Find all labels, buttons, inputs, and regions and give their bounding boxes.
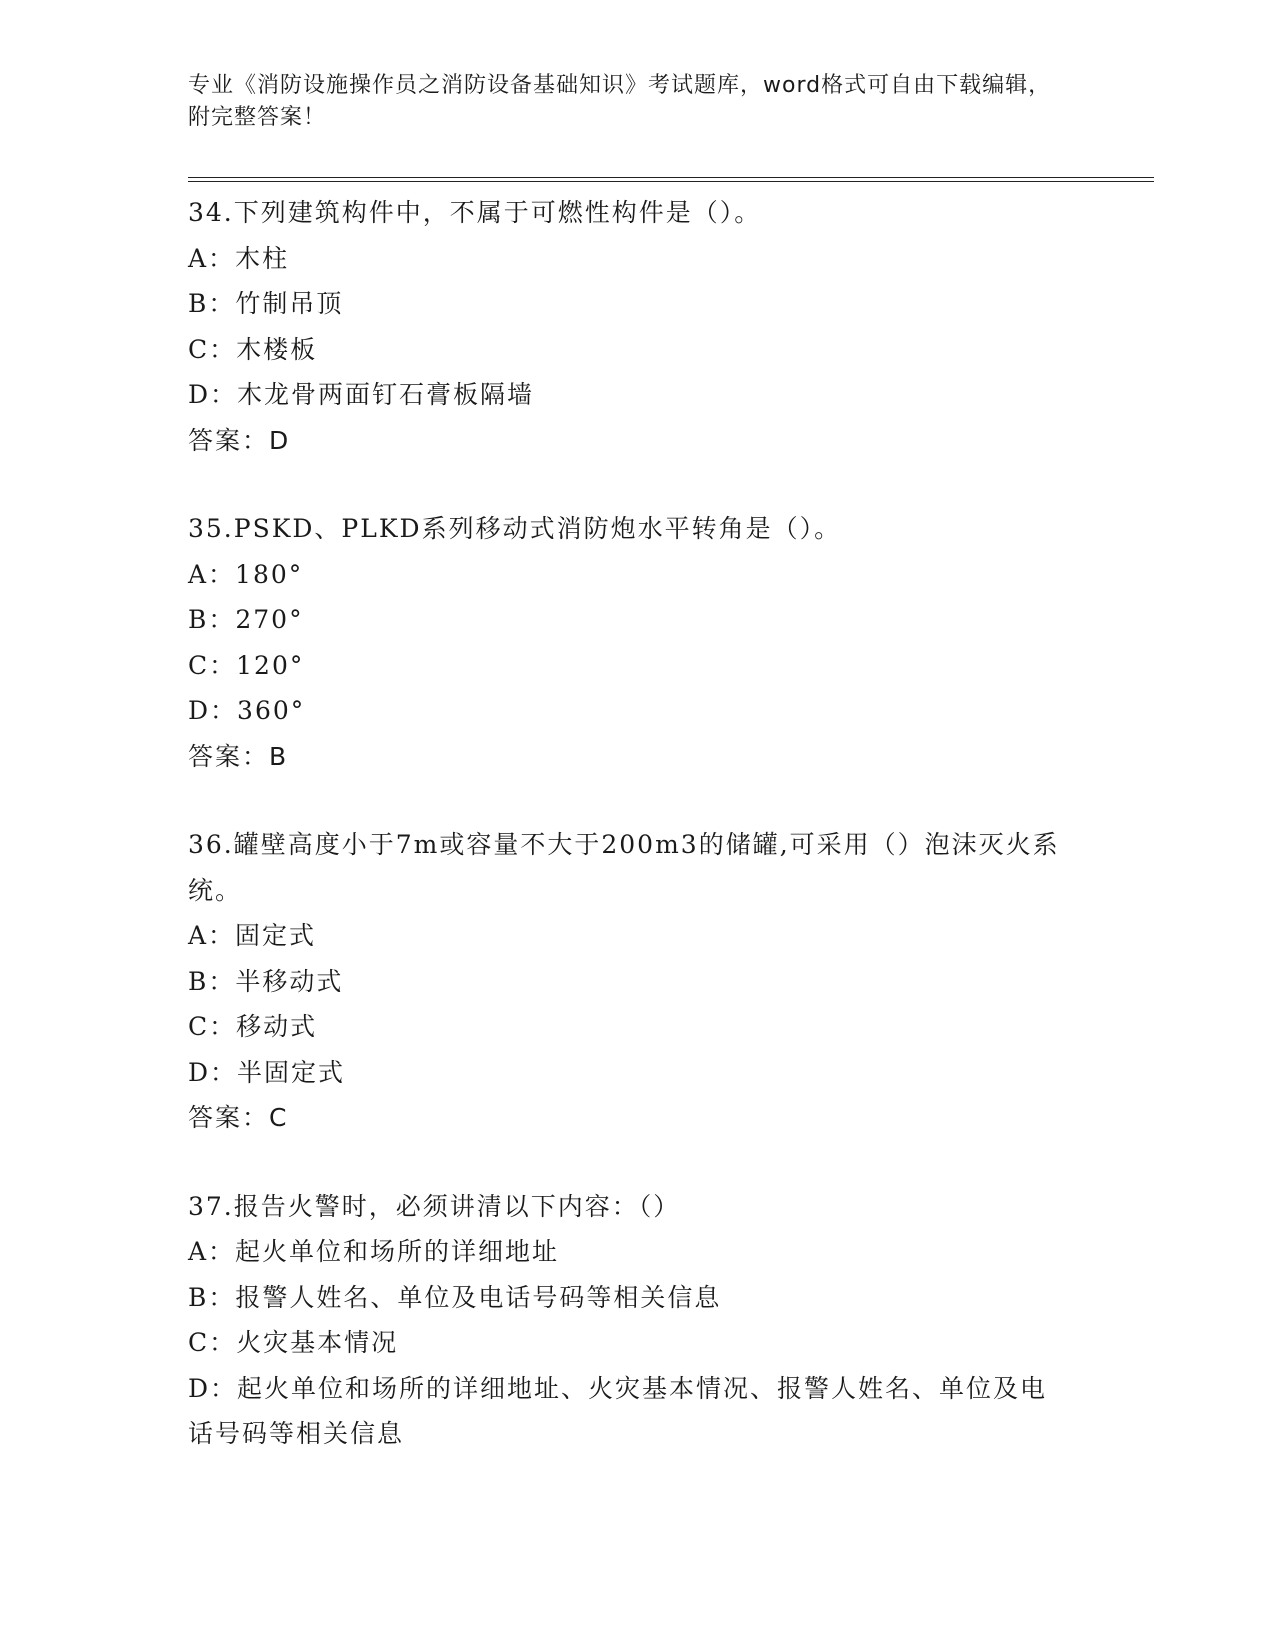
answer-text: 答案：D: [188, 425, 291, 455]
document-intro: 专业《消防设施操作员之消防设备基础知识》考试题库，word格式可自由下载编辑，附完整答案！: [188, 73, 1052, 130]
option-c: C：木楼板: [188, 334, 318, 364]
question-text: 34.下列建筑构件中，不属于可燃性构件是（）。: [188, 198, 762, 227]
question-text: 37.报告火警时，必须讲清以下内容：（）: [188, 1191, 681, 1221]
option-a: A：木柱: [188, 243, 290, 273]
option-b: B：报警人姓名、单位及电话号码等相关信息: [188, 1282, 722, 1312]
question-list: [188, 190, 1088, 1500]
question-36: [188, 822, 1088, 1141]
option-b: B：竹制吊顶: [188, 289, 344, 318]
option-d: D：半固定式: [188, 1057, 346, 1087]
header-divider-bottom: [188, 181, 1154, 182]
question-34: [188, 190, 1088, 463]
question-text: 36.罐壁高度小于7m或容量不大于200m3的储罐,可采用（）泡沫灭火系统。: [188, 830, 1060, 905]
option-a: A：固定式: [188, 921, 317, 950]
question-37: [188, 1184, 1088, 1457]
question-35: [188, 506, 1088, 779]
header-divider-top: [188, 177, 1154, 178]
answer-text: 答案：B: [188, 741, 289, 771]
option-b: B：270°: [188, 605, 304, 634]
option-a: A：180°: [188, 559, 304, 589]
option-d: D：360°: [188, 696, 306, 725]
option-d: D：起火单位和场所的详细地址、火灾基本情况、报警人姓名、单位及电话号码等相关信息: [188, 1373, 1048, 1448]
option-a: A：起火单位和场所的详细地址: [188, 1237, 560, 1266]
option-c: C：120°: [188, 650, 305, 680]
option-b: B：半移动式: [188, 966, 344, 996]
option-c: C：火灾基本情况: [188, 1328, 399, 1357]
answer-text: 答案：C: [188, 1103, 289, 1132]
question-text: 35.PSKD、PLKD系列移动式消防炮水平转角是（）。: [188, 514, 842, 543]
option-d: D：木龙骨两面钉石膏板隔墙: [188, 380, 535, 409]
option-c: C：移动式: [188, 1012, 318, 1041]
